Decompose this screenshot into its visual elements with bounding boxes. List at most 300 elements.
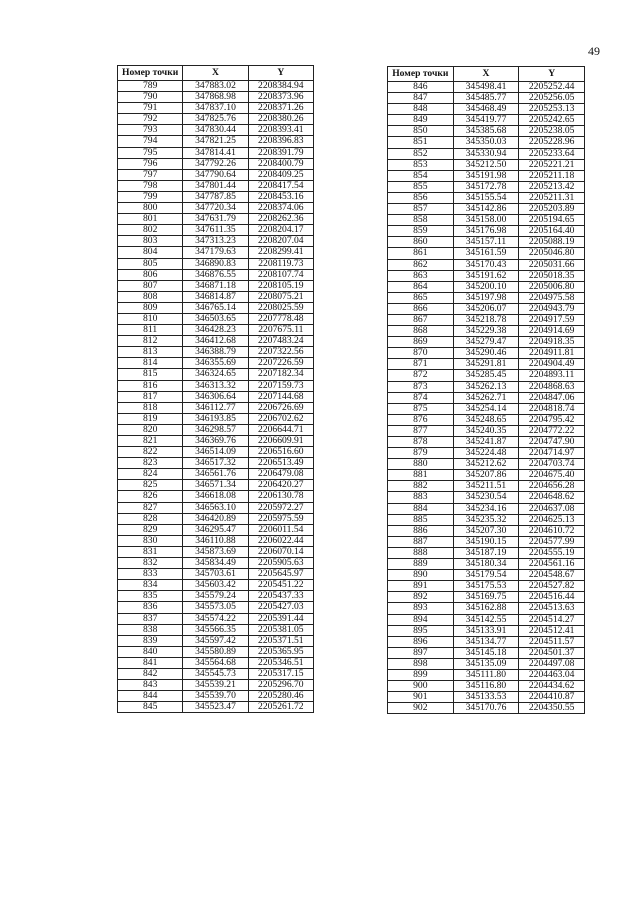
header-point-number: Номер точки	[388, 67, 454, 82]
table-row	[388, 370, 585, 381]
point-number-cell: 842	[118, 668, 183, 679]
table-row	[118, 458, 314, 469]
y-coordinate-cell: 2204795.42	[519, 414, 585, 425]
y-coordinate-cell: 2208204.17	[248, 225, 313, 236]
y-coordinate-cell: 2205371.51	[248, 635, 313, 646]
table-row	[118, 502, 314, 513]
x-coordinate-cell: 345145.18	[453, 647, 519, 658]
table-row	[118, 413, 314, 424]
table-row	[388, 547, 585, 558]
y-coordinate-cell: 2204868.63	[519, 381, 585, 392]
table-row	[388, 392, 585, 403]
x-coordinate-cell: 345224.48	[453, 448, 519, 459]
y-coordinate-cell: 2204917.59	[519, 314, 585, 325]
point-number-cell: 875	[388, 403, 454, 414]
table-row	[388, 614, 585, 625]
y-coordinate-cell: 2208371.26	[248, 103, 313, 114]
x-coordinate-cell: 345116.80	[453, 681, 519, 692]
x-coordinate-cell: 345574.22	[183, 613, 248, 624]
point-number-cell: 797	[118, 169, 183, 180]
y-coordinate-cell: 2208262.36	[248, 214, 313, 225]
point-number-cell: 870	[388, 348, 454, 359]
x-coordinate-cell: 345597.42	[183, 635, 248, 646]
point-number-cell: 811	[118, 325, 183, 336]
y-coordinate-cell: 2205221.21	[519, 159, 585, 170]
y-coordinate-cell: 2204943.79	[519, 303, 585, 314]
y-coordinate-cell: 2206022.44	[248, 535, 313, 546]
point-number-cell: 841	[118, 657, 183, 668]
table-row	[388, 437, 585, 448]
x-coordinate-cell: 346561.76	[183, 469, 248, 480]
y-coordinate-cell: 2204847.06	[519, 392, 585, 403]
header-x: X	[453, 67, 519, 82]
x-coordinate-cell: 346420.89	[183, 513, 248, 524]
x-coordinate-cell: 346890.83	[183, 258, 248, 269]
table-row	[388, 270, 585, 281]
point-number-cell: 795	[118, 147, 183, 158]
point-number-cell: 884	[388, 503, 454, 514]
x-coordinate-cell: 345385.68	[453, 126, 519, 137]
x-coordinate-cell: 345134.77	[453, 636, 519, 647]
point-number-cell: 864	[388, 281, 454, 292]
y-coordinate-cell: 2206726.69	[248, 402, 313, 413]
y-coordinate-cell: 2204714.97	[519, 448, 585, 459]
x-coordinate-cell: 347313.23	[183, 236, 248, 247]
point-number-cell: 850	[388, 126, 454, 137]
table-row	[118, 291, 314, 302]
point-number-cell: 840	[118, 646, 183, 657]
table-header-row	[118, 66, 314, 81]
y-coordinate-cell: 2205238.05	[519, 126, 585, 137]
x-coordinate-cell: 345539.21	[183, 680, 248, 691]
table-row	[118, 369, 314, 380]
y-coordinate-cell: 2207159.73	[248, 380, 313, 391]
point-number-cell: 857	[388, 204, 454, 215]
table-row	[118, 236, 314, 247]
y-coordinate-cell: 2206130.78	[248, 491, 313, 502]
x-coordinate-cell: 345485.77	[453, 93, 519, 104]
table-row	[118, 147, 314, 158]
table-row	[388, 314, 585, 325]
x-coordinate-cell: 345539.70	[183, 691, 248, 702]
y-coordinate-cell: 2208396.83	[248, 136, 313, 147]
table-row	[388, 592, 585, 603]
y-coordinate-cell: 2204918.35	[519, 337, 585, 348]
table-row	[388, 248, 585, 259]
table-row	[118, 336, 314, 347]
y-coordinate-cell: 2204637.08	[519, 503, 585, 514]
y-coordinate-cell: 2204818.74	[519, 403, 585, 414]
x-coordinate-cell: 345235.32	[453, 514, 519, 525]
point-number-cell: 839	[118, 635, 183, 646]
header-y: Y	[248, 66, 313, 81]
x-coordinate-cell: 345191.98	[453, 170, 519, 181]
x-coordinate-cell: 346618.08	[183, 491, 248, 502]
y-coordinate-cell: 2204514.27	[519, 614, 585, 625]
point-number-cell: 798	[118, 180, 183, 191]
point-number-cell: 826	[118, 491, 183, 502]
point-number-cell: 815	[118, 369, 183, 380]
point-number-cell: 856	[388, 192, 454, 203]
y-coordinate-cell: 2207322.56	[248, 347, 313, 358]
y-coordinate-cell: 2208107.74	[248, 269, 313, 280]
x-coordinate-cell: 346313.32	[183, 380, 248, 391]
table-row	[118, 513, 314, 524]
y-coordinate-cell: 2207675.11	[248, 325, 313, 336]
table-row	[118, 180, 314, 191]
y-coordinate-cell: 2204911.81	[519, 348, 585, 359]
y-coordinate-cell: 2206513.49	[248, 458, 313, 469]
y-coordinate-cell: 2206644.71	[248, 424, 313, 435]
table-row	[118, 380, 314, 391]
x-coordinate-cell: 346571.34	[183, 480, 248, 491]
point-number-cell: 830	[118, 535, 183, 546]
table-row	[388, 481, 585, 492]
y-coordinate-cell: 2205194.65	[519, 215, 585, 226]
table-row	[118, 546, 314, 557]
x-coordinate-cell: 345207.86	[453, 470, 519, 481]
y-coordinate-cell: 2208380.26	[248, 114, 313, 125]
table-row	[118, 569, 314, 580]
point-number-cell: 789	[118, 81, 183, 92]
point-number-cell: 828	[118, 513, 183, 524]
table-row	[388, 625, 585, 636]
x-coordinate-cell: 346388.79	[183, 347, 248, 358]
y-coordinate-cell: 2204561.16	[519, 559, 585, 570]
x-coordinate-cell: 347787.85	[183, 191, 248, 202]
table-row	[118, 480, 314, 491]
table-row	[388, 703, 585, 714]
point-number-cell: 844	[118, 691, 183, 702]
point-number-cell: 867	[388, 314, 454, 325]
y-coordinate-cell: 2208374.06	[248, 203, 313, 214]
point-number-cell: 852	[388, 148, 454, 159]
y-coordinate-cell: 2205211.18	[519, 170, 585, 181]
y-coordinate-cell: 2204511.57	[519, 636, 585, 647]
x-coordinate-cell: 345248.65	[453, 414, 519, 425]
point-number-cell: 836	[118, 602, 183, 613]
point-number-cell: 790	[118, 92, 183, 103]
x-coordinate-cell: 345262.13	[453, 381, 519, 392]
table-row	[388, 337, 585, 348]
point-number-cell: 878	[388, 437, 454, 448]
point-number-cell: 822	[118, 447, 183, 458]
point-number-cell: 833	[118, 569, 183, 580]
x-coordinate-cell: 347792.26	[183, 158, 248, 169]
y-coordinate-cell: 2205256.05	[519, 93, 585, 104]
x-coordinate-cell: 345190.15	[453, 536, 519, 547]
table-row	[118, 302, 314, 313]
point-number-cell: 813	[118, 347, 183, 358]
y-coordinate-cell: 2208400.79	[248, 158, 313, 169]
table-row	[118, 225, 314, 236]
table-row	[118, 613, 314, 624]
table-row	[118, 191, 314, 202]
x-coordinate-cell: 345172.78	[453, 181, 519, 192]
x-coordinate-cell: 345170.76	[453, 703, 519, 714]
table-row	[118, 436, 314, 447]
y-coordinate-cell: 2205031.66	[519, 259, 585, 270]
y-coordinate-cell: 2204675.40	[519, 470, 585, 481]
x-coordinate-cell: 345262.71	[453, 392, 519, 403]
point-number-cell: 898	[388, 658, 454, 669]
y-coordinate-cell: 2205006.80	[519, 281, 585, 292]
y-coordinate-cell: 2204555.19	[519, 547, 585, 558]
y-coordinate-cell: 2204512.41	[519, 625, 585, 636]
table-row	[118, 269, 314, 280]
table-row	[388, 148, 585, 159]
x-coordinate-cell: 347631.79	[183, 214, 248, 225]
y-coordinate-cell: 2208025.59	[248, 302, 313, 313]
y-coordinate-cell: 2205242.65	[519, 115, 585, 126]
table-row	[388, 159, 585, 170]
point-number-cell: 819	[118, 413, 183, 424]
coordinates-table-left	[117, 65, 314, 713]
point-number-cell: 902	[388, 703, 454, 714]
point-number-cell: 794	[118, 136, 183, 147]
x-coordinate-cell: 345200.10	[453, 281, 519, 292]
point-number-cell: 862	[388, 259, 454, 270]
table-row	[388, 669, 585, 680]
point-number-cell: 812	[118, 336, 183, 347]
y-coordinate-cell: 2204527.82	[519, 581, 585, 592]
table-row	[118, 391, 314, 402]
point-number-cell: 832	[118, 558, 183, 569]
table-header-row	[388, 67, 585, 82]
y-coordinate-cell: 2204747.90	[519, 437, 585, 448]
table-row	[118, 535, 314, 546]
y-coordinate-cell: 2204656.28	[519, 481, 585, 492]
table-row	[388, 503, 585, 514]
point-number-cell: 890	[388, 570, 454, 581]
y-coordinate-cell: 2204772.22	[519, 425, 585, 436]
table-row	[118, 524, 314, 535]
y-coordinate-cell: 2205046.80	[519, 248, 585, 259]
point-number-cell: 871	[388, 359, 454, 370]
y-coordinate-cell: 2205018.35	[519, 270, 585, 281]
table-row	[118, 325, 314, 336]
y-coordinate-cell: 2208393.41	[248, 125, 313, 136]
x-coordinate-cell: 345290.46	[453, 348, 519, 359]
point-number-cell: 868	[388, 326, 454, 337]
y-coordinate-cell: 2206420.27	[248, 480, 313, 491]
y-coordinate-cell: 2205088.19	[519, 237, 585, 248]
table-row	[388, 237, 585, 248]
x-coordinate-cell: 345579.24	[183, 591, 248, 602]
y-coordinate-cell: 2205975.59	[248, 513, 313, 524]
x-coordinate-cell: 345175.53	[453, 581, 519, 592]
table-row	[118, 125, 314, 136]
table-row	[388, 259, 585, 270]
y-coordinate-cell: 2204648.62	[519, 492, 585, 503]
x-coordinate-cell: 346298.57	[183, 424, 248, 435]
x-coordinate-cell: 346193.85	[183, 413, 248, 424]
table-row	[118, 136, 314, 147]
x-coordinate-cell: 345279.47	[453, 337, 519, 348]
point-number-cell: 876	[388, 414, 454, 425]
point-number-cell: 820	[118, 424, 183, 435]
y-coordinate-cell: 2205213.42	[519, 181, 585, 192]
x-coordinate-cell: 345703.61	[183, 569, 248, 580]
x-coordinate-cell: 346412.68	[183, 336, 248, 347]
x-coordinate-cell: 345211.51	[453, 481, 519, 492]
table-row	[118, 81, 314, 92]
point-number-cell: 817	[118, 391, 183, 402]
point-number-cell: 849	[388, 115, 454, 126]
point-number-cell: 888	[388, 547, 454, 558]
x-coordinate-cell: 345157.11	[453, 237, 519, 248]
point-number-cell: 873	[388, 381, 454, 392]
point-number-cell: 893	[388, 603, 454, 614]
x-coordinate-cell: 345419.77	[453, 115, 519, 126]
table-row	[118, 280, 314, 291]
point-number-cell: 807	[118, 280, 183, 291]
y-coordinate-cell: 2205437.33	[248, 591, 313, 602]
x-coordinate-cell: 345155.54	[453, 192, 519, 203]
point-number-cell: 863	[388, 270, 454, 281]
point-number-cell: 808	[118, 291, 183, 302]
y-coordinate-cell: 2208384.94	[248, 81, 313, 92]
x-coordinate-cell: 345240.35	[453, 425, 519, 436]
point-number-cell: 804	[118, 247, 183, 258]
point-number-cell: 891	[388, 581, 454, 592]
x-coordinate-cell: 345498.41	[453, 82, 519, 93]
y-coordinate-cell: 2207778.48	[248, 313, 313, 324]
y-coordinate-cell: 2204610.72	[519, 525, 585, 536]
y-coordinate-cell: 2205203.89	[519, 204, 585, 215]
y-coordinate-cell: 2206702.62	[248, 413, 313, 424]
table-row	[388, 359, 585, 370]
x-coordinate-cell: 346514.09	[183, 447, 248, 458]
table-row	[118, 469, 314, 480]
x-coordinate-cell: 345241.87	[453, 437, 519, 448]
x-coordinate-cell: 346324.65	[183, 369, 248, 380]
x-coordinate-cell: 345179.54	[453, 570, 519, 581]
x-coordinate-cell: 345291.81	[453, 359, 519, 370]
y-coordinate-cell: 2205391.44	[248, 613, 313, 624]
table-row	[388, 192, 585, 203]
x-coordinate-cell: 345545.73	[183, 668, 248, 679]
y-coordinate-cell: 2205228.96	[519, 137, 585, 148]
x-coordinate-cell: 346369.76	[183, 436, 248, 447]
table-row	[118, 103, 314, 114]
table-row	[118, 313, 314, 324]
table-row	[388, 525, 585, 536]
y-coordinate-cell: 2207226.59	[248, 358, 313, 369]
x-coordinate-cell: 345206.07	[453, 303, 519, 314]
table-row	[118, 668, 314, 679]
table-row	[388, 115, 585, 126]
y-coordinate-cell: 2205280.46	[248, 691, 313, 702]
table-row	[118, 558, 314, 569]
table-row	[118, 214, 314, 225]
x-coordinate-cell: 346765.14	[183, 302, 248, 313]
x-coordinate-cell: 346563.10	[183, 502, 248, 513]
point-number-cell: 865	[388, 292, 454, 303]
table-row	[118, 247, 314, 258]
x-coordinate-cell: 345162.88	[453, 603, 519, 614]
point-number-cell: 848	[388, 104, 454, 115]
y-coordinate-cell: 2207182.34	[248, 369, 313, 380]
table-row	[388, 281, 585, 292]
point-number-cell: 814	[118, 358, 183, 369]
y-coordinate-cell: 2205346.51	[248, 657, 313, 668]
point-number-cell: 900	[388, 681, 454, 692]
point-number-cell: 892	[388, 592, 454, 603]
point-number-cell: 883	[388, 492, 454, 503]
table-row	[388, 448, 585, 459]
point-number-cell: 827	[118, 502, 183, 513]
y-coordinate-cell: 2208119.73	[248, 258, 313, 269]
y-coordinate-cell: 2208075.21	[248, 291, 313, 302]
x-coordinate-cell: 345218.78	[453, 314, 519, 325]
y-coordinate-cell: 2204497.08	[519, 658, 585, 669]
x-coordinate-cell: 345170.43	[453, 259, 519, 270]
table-row	[118, 491, 314, 502]
table-row	[118, 591, 314, 602]
table-row	[388, 414, 585, 425]
table-row	[118, 580, 314, 591]
table-row	[118, 424, 314, 435]
point-number-cell: 835	[118, 591, 183, 602]
table-row	[388, 93, 585, 104]
table-row	[118, 680, 314, 691]
point-number-cell: 806	[118, 269, 183, 280]
x-coordinate-cell: 345285.45	[453, 370, 519, 381]
page-number: 49	[588, 44, 600, 58]
point-number-cell: 880	[388, 459, 454, 470]
table-row	[118, 358, 314, 369]
x-coordinate-cell: 345161.59	[453, 248, 519, 259]
point-number-cell: 866	[388, 303, 454, 314]
table-row	[388, 82, 585, 93]
point-number-cell: 858	[388, 215, 454, 226]
header-x: X	[183, 66, 248, 81]
point-number-cell: 824	[118, 469, 183, 480]
y-coordinate-cell: 2204914.69	[519, 326, 585, 337]
x-coordinate-cell: 345142.86	[453, 204, 519, 215]
x-coordinate-cell: 347821.25	[183, 136, 248, 147]
table-row	[118, 635, 314, 646]
x-coordinate-cell: 345580.89	[183, 646, 248, 657]
x-coordinate-cell: 345207.30	[453, 525, 519, 536]
table-row	[118, 402, 314, 413]
y-coordinate-cell: 2204513.63	[519, 603, 585, 614]
point-number-cell: 792	[118, 114, 183, 125]
y-coordinate-cell: 2205233.64	[519, 148, 585, 159]
y-coordinate-cell: 2205252.44	[519, 82, 585, 93]
coordinates-table-right	[387, 66, 585, 714]
table-row	[388, 215, 585, 226]
point-number-cell: 897	[388, 647, 454, 658]
x-coordinate-cell: 346876.55	[183, 269, 248, 280]
table-row	[118, 258, 314, 269]
x-coordinate-cell: 345158.00	[453, 215, 519, 226]
point-number-cell: 801	[118, 214, 183, 225]
table-row	[118, 657, 314, 668]
y-coordinate-cell: 2205905.63	[248, 558, 313, 569]
x-coordinate-cell: 347801.44	[183, 180, 248, 191]
table-row	[388, 470, 585, 481]
x-coordinate-cell: 345523.47	[183, 702, 248, 713]
x-coordinate-cell: 347830.44	[183, 125, 248, 136]
y-coordinate-cell: 2208373.96	[248, 92, 313, 103]
x-coordinate-cell: 345111.80	[453, 669, 519, 680]
y-coordinate-cell: 2205972.27	[248, 502, 313, 513]
x-coordinate-cell: 345133.53	[453, 692, 519, 703]
table-row	[118, 92, 314, 103]
x-coordinate-cell: 345176.98	[453, 226, 519, 237]
